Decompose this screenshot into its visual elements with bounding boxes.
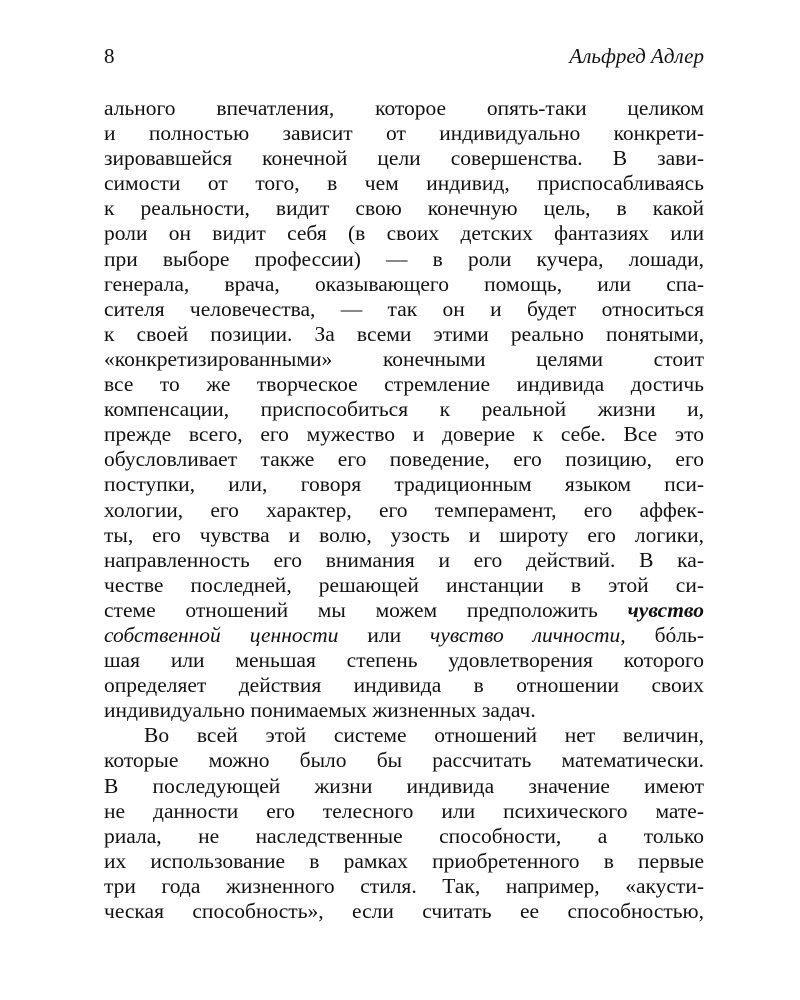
page-number: 8 xyxy=(104,44,115,68)
text-line: при выборе профессии) — в роли кучера, лошади, xyxy=(104,246,704,271)
text-line: хологии, его характер, его темперамент, его аффек- xyxy=(104,497,704,522)
emphasis-term: чувство xyxy=(627,597,705,622)
text-line: ального впечатления, которое опять-таки целиком xyxy=(104,96,704,120)
text-line: сителя человечества, — так он и будет относиться xyxy=(104,296,704,321)
text-line: направленность его внимания и его действий. В ка- xyxy=(104,547,704,572)
text-line: зировавшейся конечной цели совершенства. В зави- xyxy=(104,146,704,171)
text-segment: стеме отношений мы можем предположить xyxy=(104,597,598,622)
text-line: не данности его телесного или психического мате- xyxy=(104,798,704,823)
emphasis-term: чувство личности, xyxy=(430,622,626,647)
text-line: индивидуально понимаемых жизненных задач. xyxy=(104,698,536,723)
text-line: к реальности, видит свою конечную цель, в какой xyxy=(104,196,704,221)
running-head xyxy=(104,44,704,74)
text-line: «конкретизированными» конечными целями стоит xyxy=(104,346,704,371)
text-line: генерала, врача, оказывающего помощь, или спа- xyxy=(104,271,704,296)
text-line: В последующей жизни индивида значение имеют xyxy=(104,773,704,798)
text-segment: или xyxy=(338,622,431,647)
text-line: честве последней, решающей инстанции в этой си- xyxy=(104,572,704,597)
text-line: их использование в рамках приобретенного в первые xyxy=(104,848,704,873)
text-line: прежде всего, его мужество и доверие к себе. Все это xyxy=(104,422,704,447)
text-line: ческая способность», если считать ее способностью, xyxy=(104,899,704,923)
text-line-with-emphasis xyxy=(104,623,704,648)
text-line: которые можно было бы рассчитать математически. xyxy=(104,748,704,773)
text-line: ты, его чувства и волю, узость и широту его логики, xyxy=(104,522,704,547)
text-line: обусловливает также его поведение, его позицию, его xyxy=(104,447,704,472)
text-line: и полностью зависит от индивидуально конкрети- xyxy=(104,121,704,146)
text-line: к своей позиции. За всеми этими реально понятыми, xyxy=(104,321,704,346)
text-segment: бóль- xyxy=(625,622,704,647)
running-head-author: Альфред Адлер xyxy=(569,44,704,68)
text-line: определяет действия индивида в отношении своих xyxy=(104,673,704,698)
text-line: все то же творческое стремление индивида достичь xyxy=(104,372,704,397)
body-text xyxy=(104,96,704,924)
text-line: риала, не наследственные способности, а только xyxy=(104,823,704,848)
text-line: симости от того, в чем индивид, приспосабливаясь xyxy=(104,171,704,196)
emphasis-term: собственной ценности xyxy=(104,622,339,647)
text-line-with-emphasis xyxy=(104,598,704,623)
text-line: шая или меньшая степень удовлетворения которого xyxy=(104,648,704,673)
text-line: поступки, или, говоря традиционным языком пси- xyxy=(104,472,704,497)
text-line: компенсации, приспособиться к реальной жизни и, xyxy=(104,397,704,422)
text-line: три года жизненного стиля. Так, например, «акусти- xyxy=(104,873,704,898)
paragraph-first-line: Во всей этой системе отношений нет величин, xyxy=(144,723,704,748)
text-line: роли он видит себя (в своих детских фантазиях или xyxy=(104,221,704,246)
